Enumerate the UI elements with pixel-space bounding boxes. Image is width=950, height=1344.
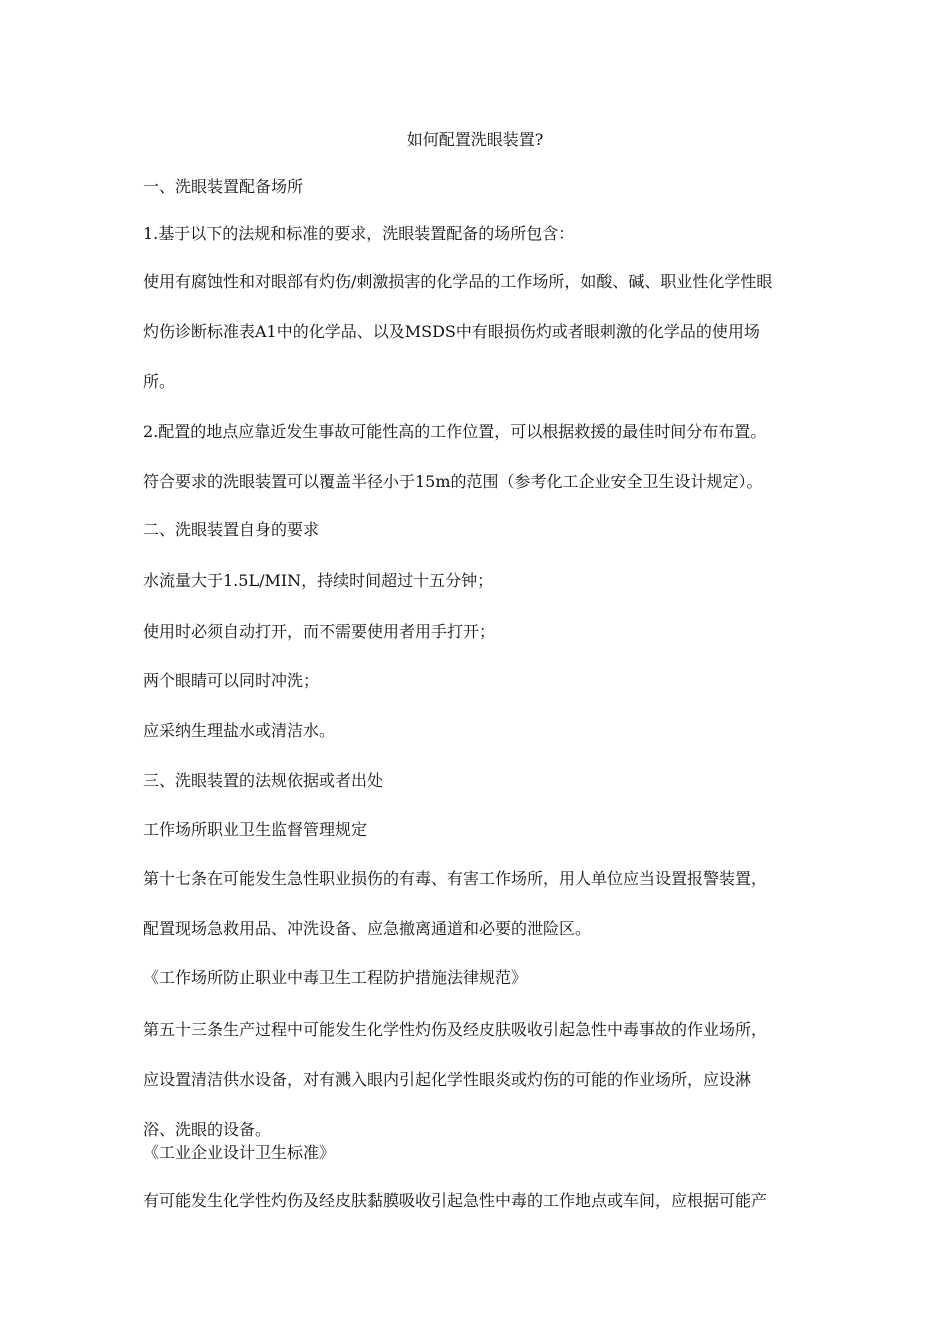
paragraph-line: 应采纳生理盐水或清洁水。: [143, 721, 336, 740]
paragraph-line: 使用有腐蚀性和对眼部有灼伤/刺激损害的化学品的工作场所，如酸、碱、职业性化学性眼: [143, 272, 773, 291]
paragraph-line: 两个眼睛可以同时冲洗；: [143, 671, 320, 690]
paragraph-line: 应设置清洁供水设备，对有溅入眼内引起化学性眼炎或灼伤的可能的作业场所，应设淋: [143, 1070, 752, 1089]
paragraph-line: 浴、洗眼的设备。: [143, 1120, 272, 1139]
paragraph-line: 第五十三条生产过程中可能发生化学性灼伤及经皮肤吸收引起急性中毒事故的作业场所，: [143, 1020, 768, 1039]
paragraph-line: 所。: [143, 372, 176, 391]
paragraph-line: 符合要求的洗眼装置可以覆盖半径小于15m的范围（参考化工企业安全卫生设计规定）。: [143, 472, 763, 491]
section-heading-2: 二、洗眼装置自身的要求: [143, 520, 320, 539]
paragraph-line: 1.基于以下的法规和标准的要求，洗眼装置配备的场所包含：: [143, 224, 575, 243]
paragraph-line: 工作场所职业卫生监督管理规定: [143, 820, 368, 839]
paragraph-line: 灼伤诊断标准表A1中的化学品、以及MSDS中有眼损伤灼或者眼刺激的化学品的使用场: [143, 322, 760, 341]
document-title: 如何配置洗眼装置?: [406, 130, 544, 149]
paragraph-line: 《工作场所防止职业中毒卫生工程防护措施法律规范》: [143, 968, 528, 987]
section-heading-3: 三、洗眼装置的法规依据或者出处: [143, 771, 384, 790]
section-heading-1: 一、洗眼装置配备场所: [143, 177, 304, 196]
paragraph-line: 配置现场急救用品、冲洗设备、应急撤离通道和必要的泄险区。: [143, 919, 592, 938]
paragraph-line: 2.配置的地点应靠近发生事故可能性高的工作位置，可以根据救援的最佳时间分布布置。: [143, 422, 767, 441]
paragraph-line: 《工业企业设计卫生标准》: [143, 1143, 336, 1162]
paragraph-line: 第十七条在可能发生急性职业损伤的有毒、有害工作场所，用人单位应当设置报警装置，: [143, 869, 768, 888]
paragraph-line: 有可能发生化学性灼伤及经皮肤黏膜吸收引起急性中毒的工作地点或车间，应根据可能产: [143, 1191, 768, 1210]
paragraph-line: 水流量大于1.5L/MIN，持续时间超过十五分钟；: [143, 571, 494, 590]
paragraph-line: 使用时必须自动打开，而不需要使用者用手打开；: [143, 622, 496, 641]
